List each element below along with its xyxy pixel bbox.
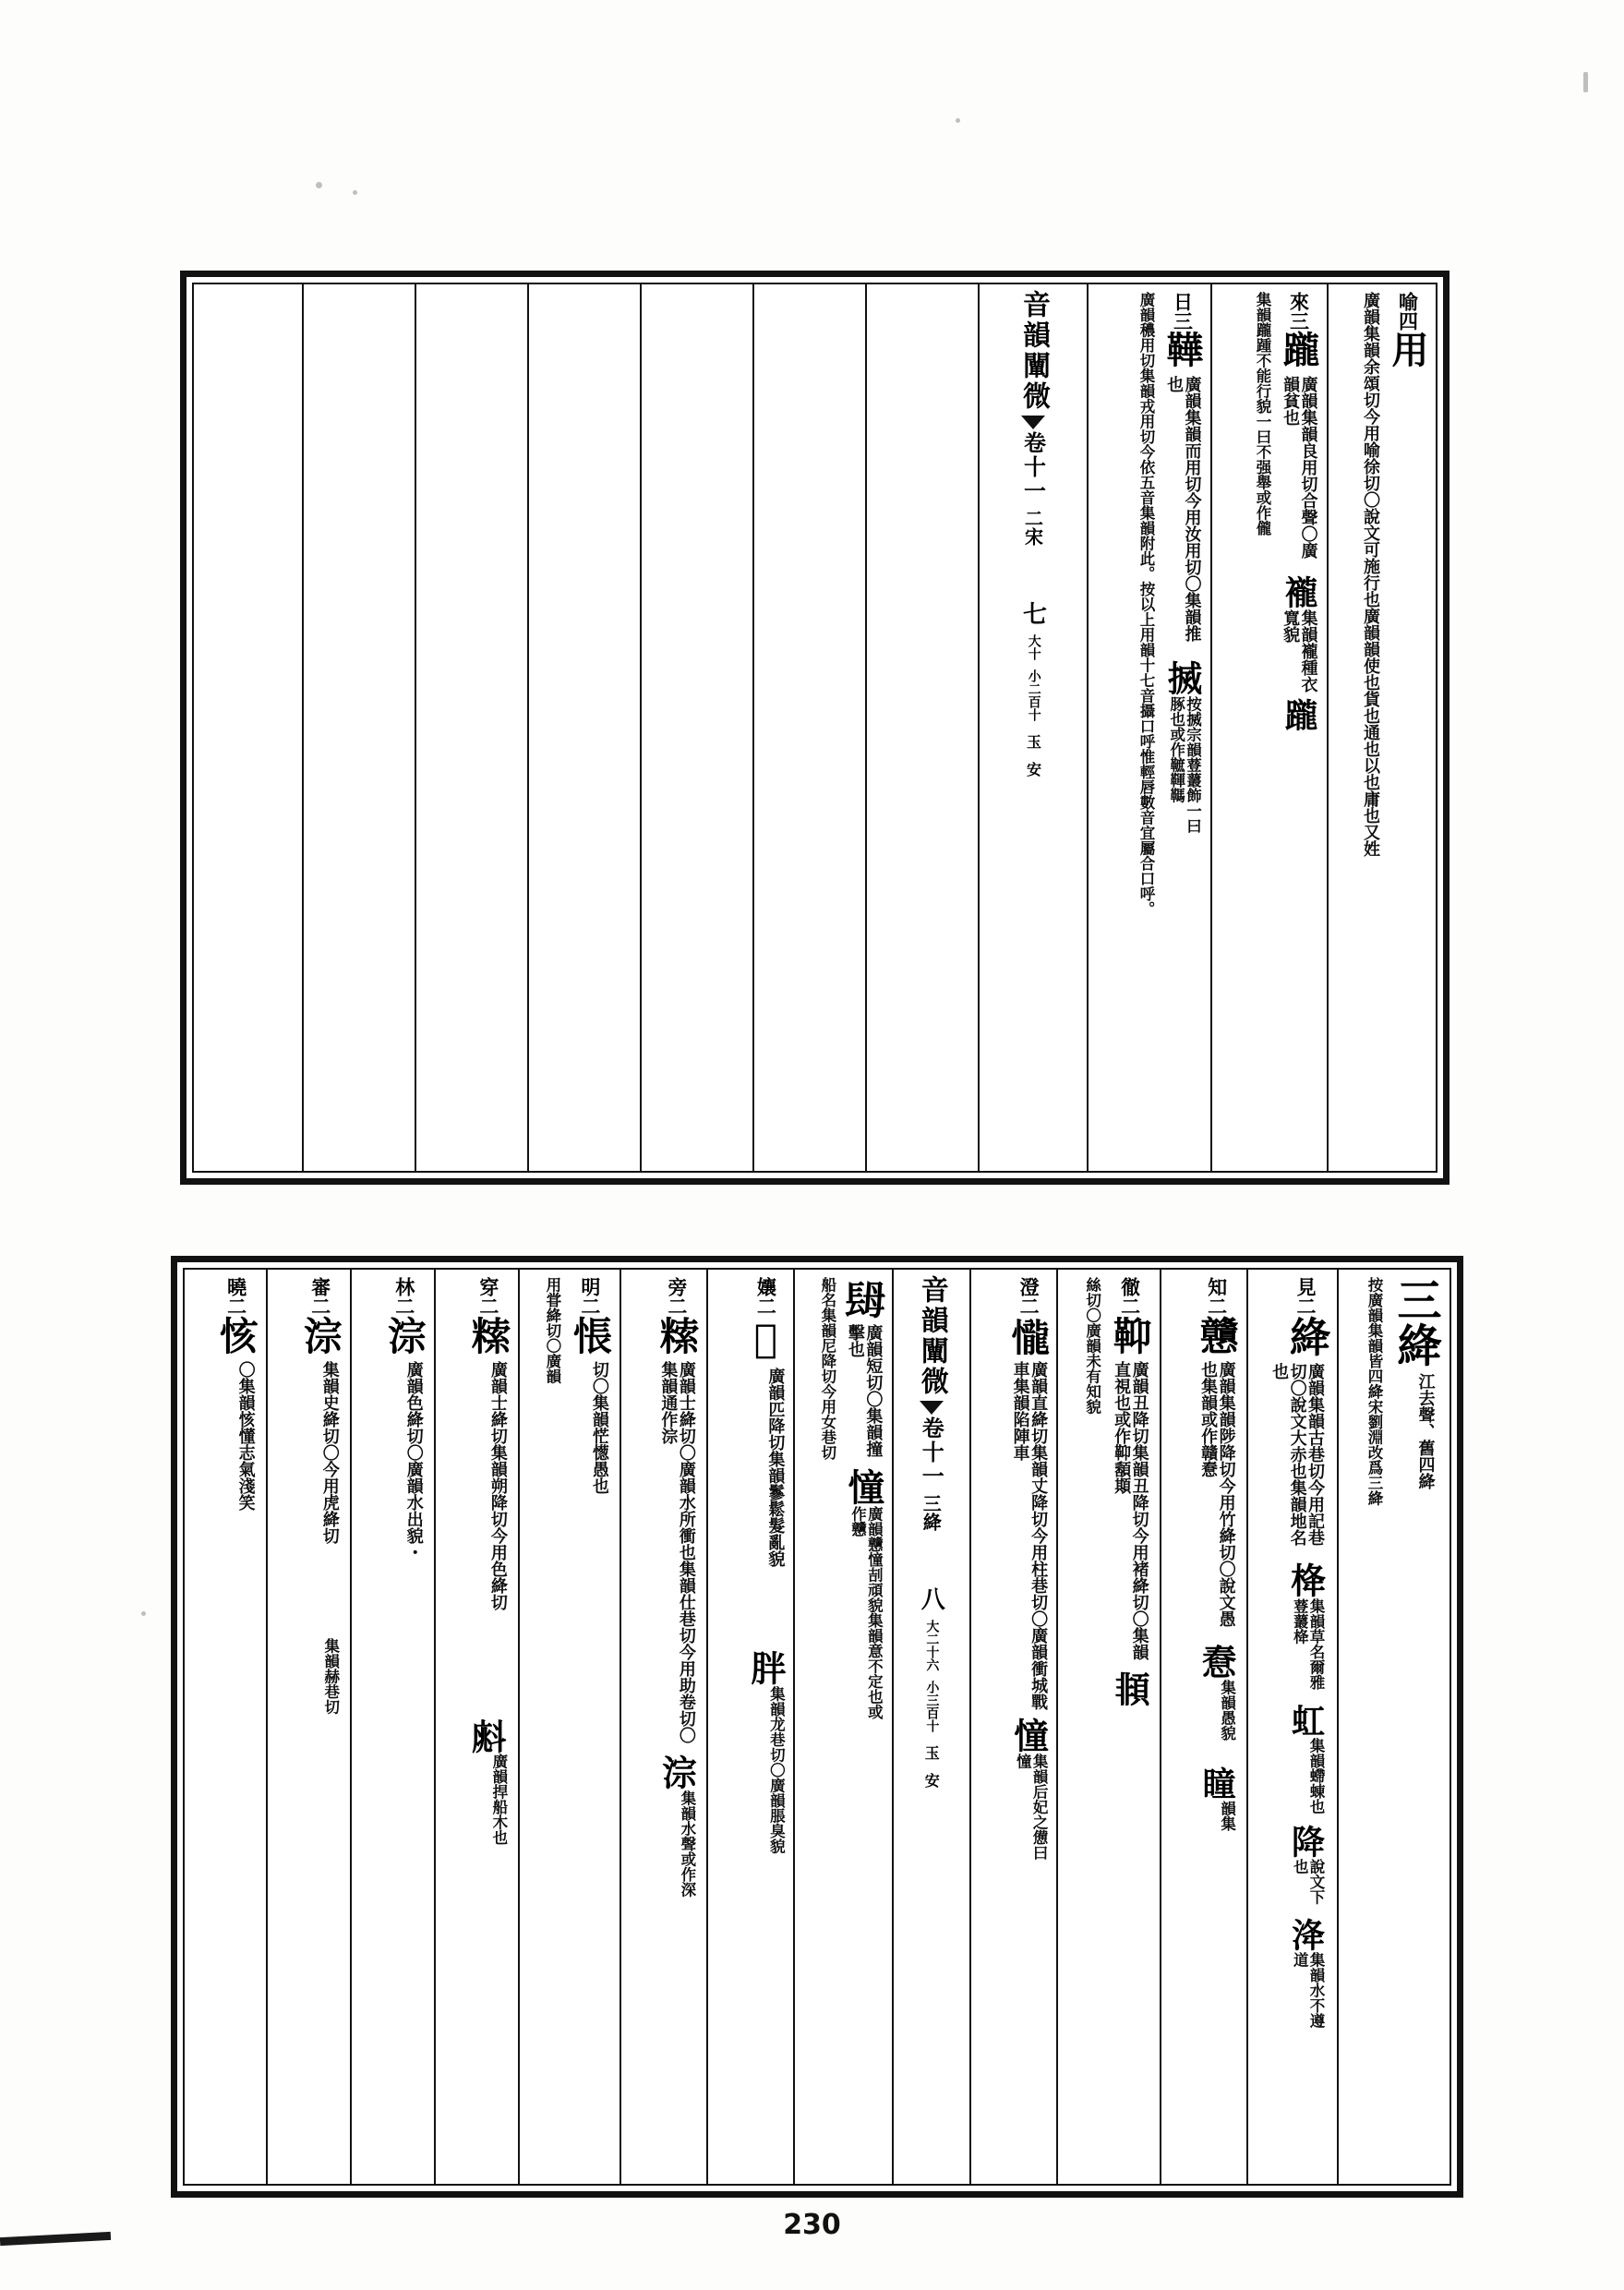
folio-number: 230 [783,2209,841,2241]
rhyme-class-label: 林二 [392,1277,415,1316]
sub-entry-headword: 淙 [656,1754,697,1790]
footer-mark-right: 安 [922,1773,941,1788]
rhyme-section-label: 二宋 [1021,509,1044,546]
center-banner-top [978,284,1087,1171]
entry-headword: 淙 [297,1316,343,1356]
blank-column [640,284,752,1171]
sub-entry-gloss: 集韻螮蝀也 [1307,1738,1325,1814]
entry-column-lin[interactable] [350,1270,434,2184]
entry-gloss: 集韻史絳切〇今用虎絳切 [319,1361,340,1544]
entry-headword: 𥻨 [654,1316,700,1356]
sub-entry-gloss: 韻集 [1218,1801,1236,1831]
entry-gloss: 廣韻士絳切集韻朔降切今用色絳切 [487,1361,508,1610]
rhyme-class-label: 知二 [1205,1277,1228,1316]
entry-gloss: 〇集韻㤥懂志氣淺笑 [235,1361,256,1511]
rhyme-class-label: 日三 [1171,292,1194,331]
rhyme-class-label: 喻四 [1396,292,1419,331]
entry-gloss: 廣韻短切〇集韻撞擊也 [845,1324,884,1457]
scan-speckle [353,190,357,195]
footer-mark-right: 安 [1024,762,1042,777]
entry-column-yong[interactable] [1327,284,1436,1171]
rhyme-class-label: 曉二 [224,1277,247,1316]
entry-gloss: 廣韻丑降切集韻丑降切今用褚絳切〇集韻直視也或作䩕䫠䫏 [1112,1361,1149,1660]
side-note-left: 小二百十 [1026,669,1041,721]
entry-headword: 𨱱 [840,1277,888,1319]
sub-entry-gloss: 集韻赫巷切 [321,1638,340,1715]
entry-gloss: 廣韻集韻余頌切今用喻徐切〇說文可施行也廣韻韻使也貨也通也以也庸也又姓 [1361,292,1380,857]
sub-entry-gloss: 集韻躘踵不能行貌一曰不强舉或作儱 [1254,292,1271,536]
entry-gloss: 廣韻集韻古巷切今用記巷切〇說文大赤也集韻地名也 [1269,1363,1325,1546]
sub-entry-gloss: 按搣宗韻䔲䕺飾一曰䐁也或作䩾䩵䩻 [1167,696,1202,834]
sub-entry-headword: 憃 [1196,1644,1237,1680]
entry-headword: 絳 [1282,1316,1329,1357]
entry-headword: 㤥 [213,1316,259,1356]
blank-column [752,284,865,1171]
sub-entry-gloss: 集韻襱種衣寬貌 [1281,609,1318,693]
entry-headword: 用 [1386,331,1428,368]
page-number: 八 [917,1586,945,1610]
entry-headword: 𢤱 [1006,1316,1053,1356]
block-print-panel-top [180,271,1450,1185]
sub-entry-headword: 洚 [1286,1918,1325,1952]
entry-headword: 悵 [567,1316,613,1356]
entry-column-chuang[interactable] [969,1270,1056,2184]
sub-entry-gloss: 集韻水聲或作深 [678,1790,696,1898]
rhyme-header-gloss: 按廣韻集韻皆四絳宋劉淵改爲三絳 [1365,1277,1383,1506]
sub-entry-headword: 𣂁 [467,1718,509,1754]
scan-speckle [1583,72,1588,92]
entry-column-rong[interactable] [1087,284,1210,1171]
rhyme-class-label: 澄二 [1017,1277,1041,1316]
entry-gloss: 廣韻集韻陟降切今用竹絳切〇說文愚也集韻或作贛憃 [1198,1361,1236,1627]
entry-gloss: 切〇集韻恾憽愚也 [589,1361,609,1494]
entry-gloss: 廣韻集韻良用切合聲〇廣韻貧也 [1281,376,1318,559]
rhyme-class-label: 見二 [1294,1277,1317,1316]
sub-entry-gloss: 集韻后妃之憊曰憧 [1014,1754,1049,1861]
entry-headword: 𥪡 [742,1316,788,1362]
entry-gloss: 廣韻士絳切〇廣韻水所衝也集韻仕巷切今用助卷切〇集韻通作淙 [658,1361,696,1743]
rhyme-header-column[interactable] [1337,1270,1450,2184]
blank-column [865,284,978,1171]
scan-speckle [956,118,960,123]
blank-column [302,284,415,1171]
entry-gloss: 廣韻集韻而用切今用汝用切〇集韻推也 [1164,376,1202,642]
entry-column-shen[interactable] [266,1270,350,2184]
page-number: 七 [1018,601,1047,625]
rhyme-class-label: 來三 [1287,292,1310,331]
entry-column-jiang[interactable] [1246,1270,1337,2184]
entry-headword: 䩕 [1107,1316,1153,1356]
entry-column-long[interactable] [1210,284,1327,1171]
sub-entry-gloss: 集韻草名爾雅䔲䕺栙 [1291,1598,1325,1690]
sub-entry-gloss: 廣韻戇憧㓤頑貌集韻意不定也或作戇 [848,1506,884,1719]
sub-entry-gloss: 集韻水不遵道 [1291,1952,1325,2029]
sub-entry-gloss: 船名集韻尼降切今用女巷切 [818,1277,836,1460]
sub-entry-headword: 胖 [744,1650,786,1686]
book-title: 音韻闡微 [915,1275,948,1397]
sub-entry-gloss: 廣韻捍船木也 [489,1754,508,1845]
rhyme-class-label: 孃二 [754,1277,777,1316]
entry-gloss: 廣韻直絳切集韻丈降切今用柱巷切〇廣韻衝城戰車集韻陷陣車 [1010,1361,1049,1710]
entry-column-zhuang2[interactable] [793,1270,892,2184]
sub-entry-headword: 䫍 [1109,1671,1150,1707]
sub-entry-headword: 憧 [841,1468,884,1506]
blank-column [415,284,527,1171]
center-banner-bottom [892,1270,969,2184]
fishtail-mark [920,1401,944,1415]
sub-entry-headword: 瞳 [1197,1766,1236,1801]
sub-entry-headword: 襱 [1280,575,1317,609]
rhyme-class-label: 審二 [308,1277,331,1316]
entry-column-pang[interactable] [620,1270,706,2184]
sub-entry-headword: 躘 [1280,698,1317,732]
entry-gloss: 廣韻色絳切〇廣韻水出貌・ [403,1361,424,1561]
entry-headword: 𥻨 [465,1316,511,1356]
sub-entry-gloss: 說文下也 [1291,1859,1325,1905]
fascicle-label: 卷十一 [1019,431,1046,503]
blank-column [527,284,640,1171]
scan-speckle [141,1611,146,1616]
entry-column-zhuang[interactable] [1160,1270,1246,2184]
sub-entry-headword: 虹 [1286,1704,1325,1738]
sub-entry-headword: 搣 [1161,660,1202,696]
rhyme-class-label: 徹二 [1118,1277,1141,1316]
entry-column-chong[interactable] [1056,1270,1160,2184]
entry-headword: 戇 [1194,1316,1240,1356]
blank-column [200,284,302,1171]
side-note-right: 大十 [1026,634,1041,660]
panel-inner-top [192,283,1438,1173]
fishtail-mark [1021,416,1045,429]
side-note-right: 大二十六 [924,1620,940,1671]
side-note-left: 小三百十 [924,1681,940,1732]
entry-headword: 鞾 [1161,331,1203,368]
entry-column-niang[interactable] [706,1270,793,2184]
sub-entry-gloss: 集韻龙巷切〇廣韻脹臭貌 [767,1686,786,1854]
block-print-panel-bottom [171,1256,1463,2198]
entry-column-ming[interactable] [518,1270,620,2184]
rhyme-class-label: 明二 [578,1277,601,1316]
scan-speckle [316,182,322,188]
sub-entry-headword: 栙 [1284,1562,1326,1598]
rhyme-section-label: 三絳 [920,1494,943,1531]
sub-entry-headword: 憧 [1007,1718,1049,1754]
book-title: 音韻闡微 [1017,290,1050,412]
entry-column-chuan[interactable] [434,1270,518,2184]
fascicle-label: 卷十一 [918,1416,944,1488]
entry-headword: 淙 [381,1316,427,1356]
rhyme-class-label: 旁二 [665,1277,688,1316]
entry-headword: 躘 [1277,331,1319,368]
sub-entry-gloss: 集韻愚貌 [1218,1680,1236,1741]
footer-mark-left: 玉 [922,1745,941,1760]
sub-entry-headword: 降 [1286,1825,1325,1859]
entry-gloss: 廣韻匹降切集韻鬖鬆髮亂貌 [765,1368,786,1567]
entry-column-xiao[interactable] [185,1270,266,2184]
rhyme-title-note: 江去聲、舊四絳 [1415,1373,1436,1489]
rhyme-title: 三絳 [1389,1277,1441,1368]
rhyme-class-label: 穿二 [476,1277,499,1316]
sub-entry-gloss: 絲切〇廣韻未有知貌 [1083,1277,1101,1415]
panel-inner-bottom [183,1268,1451,2186]
footer-mark-left: 玉 [1024,734,1042,749]
sub-entry-gloss: 用甞絳切〇廣韻 [543,1277,561,1384]
commentary-note: 廣韻穠用切集韻戎用切今依五音集韻附此。按以上用韻十七音攝口呼惟輕唇數音宜屬合口呼。 [1137,292,1155,917]
